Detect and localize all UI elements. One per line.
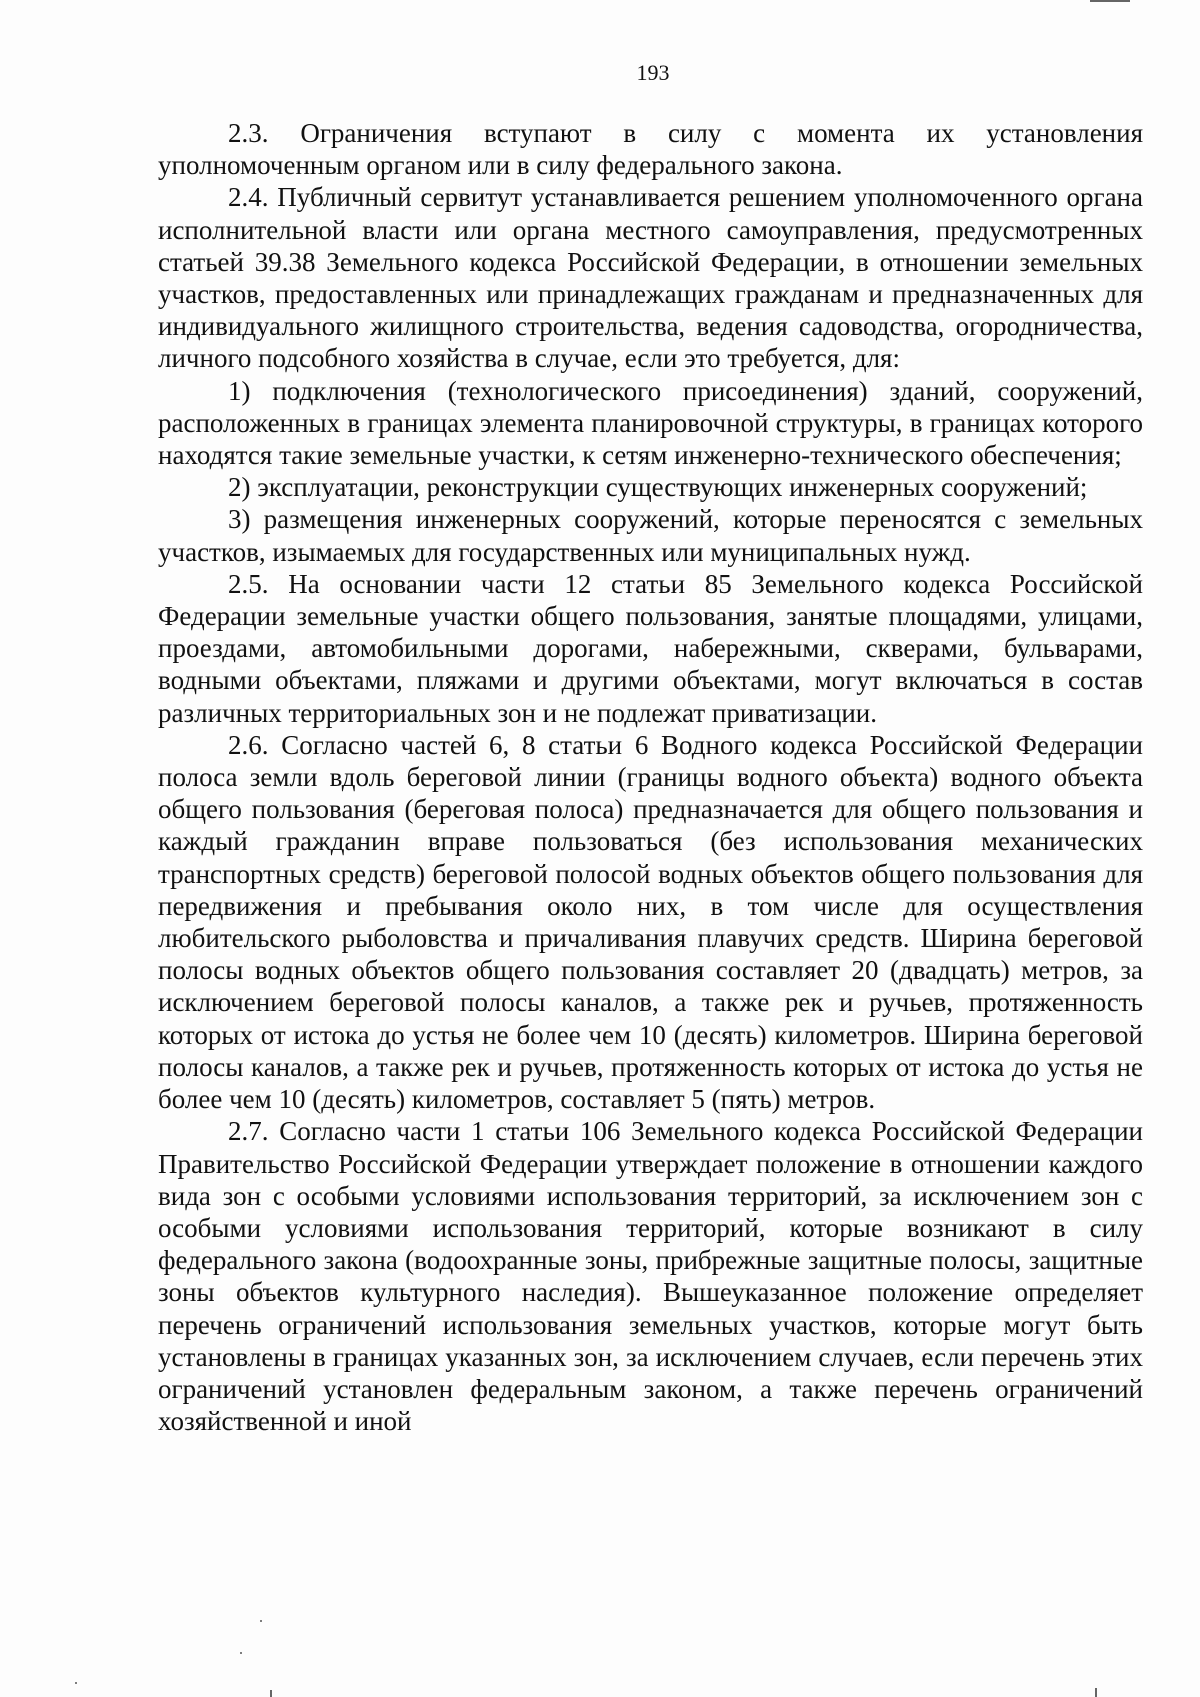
page-number: 193 bbox=[636, 60, 670, 85]
paragraph-2-4: 2.4. Публичный сервитут устанавливается решением уполномоченного органа исполнительной власти или органа местного самоуправления, предусмотренных статьей 39.38 Земельного кодекса Российской Федерации, в отношении земельных участков, предоставленных или принадлежащих гражданам и предназначенных для индивидуального жилищного строительства, ведения садоводства, огородничества, личного подсобного хозяйства в случае, если это требуется, для: bbox=[158, 182, 1143, 374]
scan-speck bbox=[75, 1682, 77, 1684]
paragraph-2-5: 2.5. На основании части 12 статьи 85 Земельного кодекса Российской Федерации земельные участки общего пользования, занятые площадями, улицами, проездами, автомобильными дорогами, набережными, скверами, бульварами, водными объектами, пляжами и другими объектами, могут включаться в состав различных территориальных зон и не подлежат приватизации. bbox=[158, 568, 1143, 728]
paragraph-2-6: 2.6. Согласно частей 6, 8 статьи 6 Водного кодекса Российской Федерации полоса земли вдоль береговой линии (границы водного объекта) водного объекта общего пользования (береговая полоса) предназначается для общего пользования и каждый гражданин вправе пользоваться (без использования механических транспортных средств) береговой полосой водных объектов общего пользования для передвижения и пребывания около них, в том числе для осуществления любительского рыболовства и причаливания плавучих средств. Ширина береговой полосы водных объектов общего пользования составляет 20 (двадцать) метров, за исключением береговой полосы каналов, а также рек и ручьев, протяженность которых от истока до устья не более чем 10 (десять) километров. Ширина береговой полосы каналов, а также рек и ручьев, протяженность которых от истока до устья не более чем 10 (десять) километров, составляет 5 (пять) метров. bbox=[158, 729, 1143, 1115]
list-item-2-4-2: 2) эксплуатации, реконструкции существующих инженерных сооружений; bbox=[228, 472, 1088, 503]
scan-edge-mark bbox=[270, 1690, 272, 1697]
document-body bbox=[158, 117, 1143, 1437]
list-item-2-4-1: 1) подключения (технологического присоединения) зданий, сооружений, расположенных в границах элемента планировочной структуры, в границах которого находятся такие земельные участки, к сетям инженерно-технического обеспечения; bbox=[158, 375, 1143, 471]
list-item-2-4-3: 3) размещения инженерных сооружений, которые переносятся с земельных участков, изымаемых для государственных или муниципальных нужд. bbox=[158, 504, 1143, 567]
paragraph-2-3: 2.3. Ограничения вступают в силу с момента их установления уполномоченным органом или в силу федерального закона. bbox=[158, 118, 1143, 181]
scan-speck bbox=[240, 1652, 242, 1654]
scan-speck bbox=[260, 1620, 262, 1622]
scan-edge-mark bbox=[1090, 0, 1130, 2]
scan-edge-mark bbox=[1095, 1688, 1097, 1697]
paragraph-2-7: 2.7. Согласно части 1 статьи 106 Земельного кодекса Российской Федерации Правительство Российской Федерации утверждает положение в отношении каждого вида зон с особыми условиями использования территорий, за исключением зон с особыми условиями использования территорий, которые возникают в силу федерального закона (водоохранные зоны, прибрежные защитные полосы, защитные зоны объектов культурного наследия). Вышеуказанное положение определяет перечень ограничений использования земельных участков, которые могут быть установлены в границах указанных зон, за исключением случаев, если перечень этих ограничений установлен федеральным законом, а также перечень ограничений хозяйственной и иной bbox=[158, 1116, 1143, 1437]
